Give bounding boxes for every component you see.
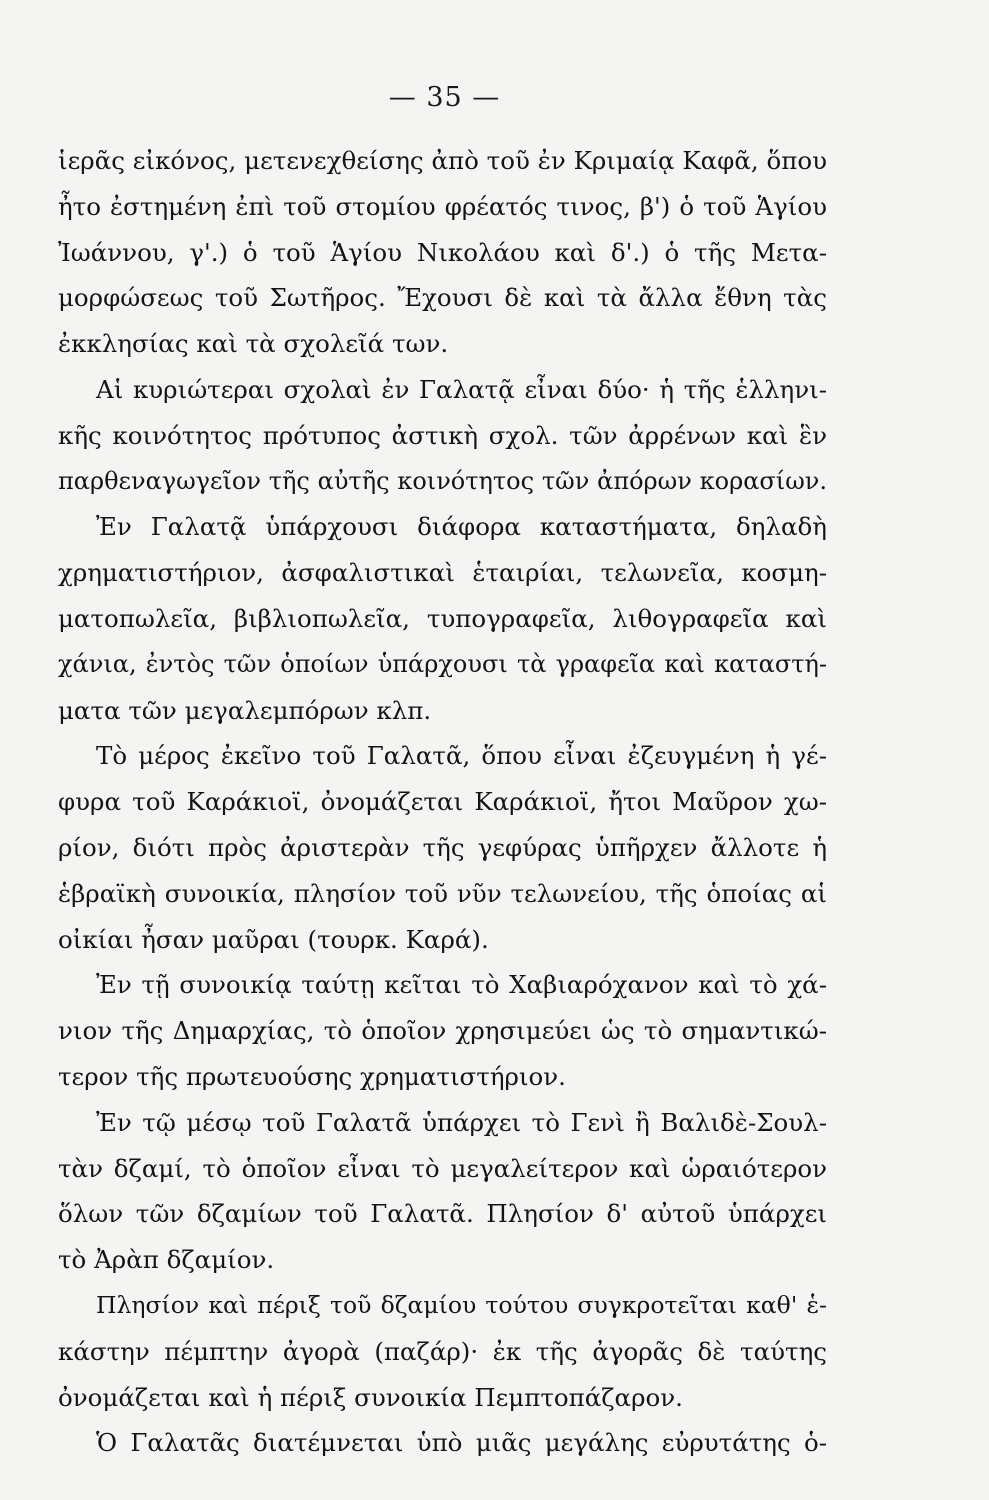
text-block — [58, 138, 827, 1466]
text-line: ὀνομάζεται καὶ ἡ πέριξ συνοικία Πεμπτοπάζαρον. — [58, 1382, 683, 1412]
text-line: τὰν δζαμί, τὸ ὁποῖον εἶναι τὸ μεγαλείτερον καὶ ὡραιότερον — [58, 1153, 827, 1183]
text-line: νιον τῆς Δημαρχίας, τὸ ὁποῖον χρησιμεύει ὡς τὸ σημαντικώ- — [58, 1016, 827, 1046]
text-line: Πλησίον καὶ πέριξ τοῦ δζαμίου τούτου συγκροτεῖται καθ' ἑ- — [96, 1290, 827, 1319]
text-line: Ἐν τῇ συνοικίᾳ ταύτῃ κεῖται τὸ Χαβιαρόχανον καὶ τὸ χά- — [96, 970, 827, 1000]
text-line: Ἰωάννου, γ'.) ὁ τοῦ Ἁγίου Νικολάου καὶ δ'.) ὁ τῆς Μετα- — [58, 237, 827, 267]
text-line: ρίον, διότι πρὸς ἀριστερὰν τῆς γεφύρας ὑπῆρχεν ἄλλοτε ἡ — [58, 832, 827, 862]
text-line: κάστην πέμπτην ἀγορὰ (παζάρ)· ἐκ τῆς ἀγορᾶς δὲ ταύτης — [58, 1336, 827, 1366]
text-line: ἱερᾶς εἰκόνος, μετενεχθείσης ἀπὸ τοῦ ἐν Κριμαίᾳ Καφᾶ, ὅπου — [58, 146, 827, 175]
text-line: Ὁ Γαλατᾶς διατέμνεται ὑπὸ μιᾶς μεγάλης εὐρυτάτης ὁ- — [96, 1428, 827, 1458]
page-number: — 35 — — [388, 82, 501, 113]
text-line: τερον τῆς πρωτευούσης χρηματιστήριον. — [58, 1061, 566, 1091]
text-line: Ἐν Γαλατᾷ ὑπάρχουσι διάφορα καταστήματα, δηλαδὴ — [96, 512, 827, 542]
text-line: ματα τῶν μεγαλεμπόρων κλπ. — [58, 695, 432, 725]
text-line: μορφώσεως τοῦ Σωτῆρος. Ἔχουσι δὲ καὶ τὰ ἄλλα ἔθνη τὰς — [58, 283, 827, 313]
text-line: Τὸ μέρος ἐκεῖνο τοῦ Γαλατᾶ, ὅπου εἶναι ἐζευγμένη ἡ γέ- — [96, 741, 827, 771]
text-line: χάνια, ἐντὸς τῶν ὁποίων ὑπάρχουσι τὰ γραφεῖα καὶ καταστή- — [58, 649, 827, 678]
text-line: ἑβραϊκὴ συνοικία, πλησίον τοῦ νῦν τελωνείου, τῆς ὁποίας αἱ — [58, 878, 827, 908]
text-line: ματοπωλεῖα, βιβλιοπωλεῖα, τυπογραφεῖα, λιθογραφεῖα καὶ — [58, 603, 827, 633]
text-line: παρθεναγωγεῖον τῆς αὐτῆς κοινότητος τῶν ἀπόρων κορασίων. — [58, 466, 827, 495]
text-line: Ἐν τῷ μέσῳ τοῦ Γαλατᾶ ὑπάρχει τὸ Γενὶ ἢ Βαλιδὲ-Σουλ- — [96, 1107, 827, 1137]
text-line: φυρα τοῦ Καράκιοϊ, ὀνομάζεται Καράκιοϊ, ἤτοι Μαῦρον χω- — [58, 787, 827, 817]
text-line: κῆς κοινότητος πρότυπος ἀστικὴ σχολ. τῶν ἀρρένων καὶ ἓν — [58, 420, 827, 450]
text-line: Αἱ κυριώτεραι σχολαὶ ἐν Γαλατᾷ εἶναι δύο· ἡ τῆς ἑλληνι- — [96, 374, 827, 404]
text-line: ἦτο ἐστημένη ἐπὶ τοῦ στομίου φρέατός τινος, β') ὁ τοῦ Ἁγίου — [58, 191, 827, 221]
text-line: τὸ Ἀρὰπ δζαμίον. — [58, 1245, 275, 1275]
text-line: χρηματιστήριον, ἀσφαλιστικαὶ ἑταιρίαι, τελωνεῖα, κοσμη- — [58, 558, 827, 588]
text-line: οἰκίαι ἦσαν μαῦραι (τουρκ. Καρά). — [58, 924, 489, 954]
text-line: ἐκκλησίας καὶ τὰ σχολεῖά των. — [58, 329, 449, 359]
text-line: ὅλων τῶν δζαμίων τοῦ Γαλατᾶ. Πλησίον δ' αὐτοῦ ὑπάρχει — [58, 1199, 827, 1229]
